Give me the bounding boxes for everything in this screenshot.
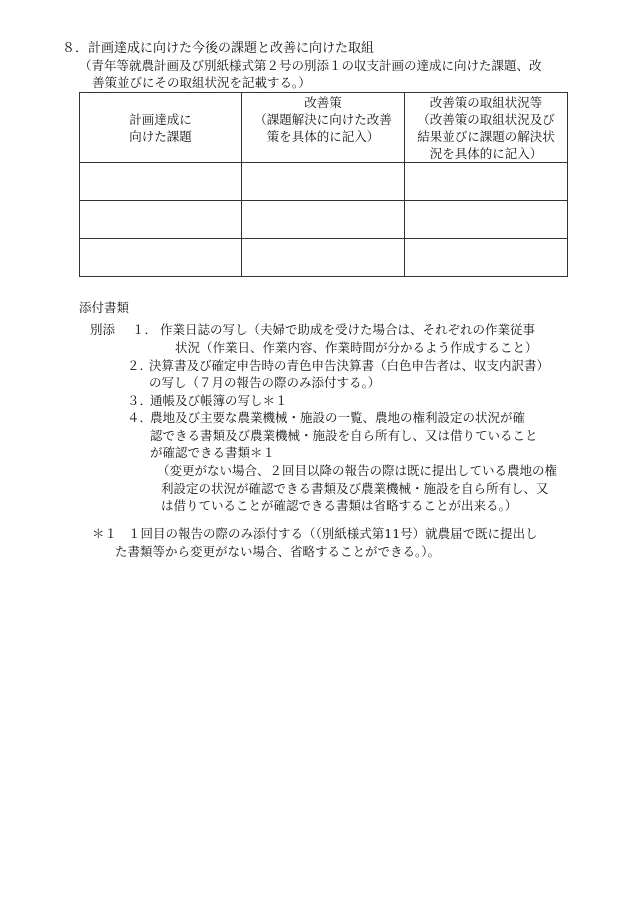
table-cell xyxy=(80,163,242,201)
header-cell-issues xyxy=(80,93,242,163)
header-text-line: 改善策の取組状況等 xyxy=(429,95,543,110)
plan-table xyxy=(79,92,568,277)
attachments-prefix: 別添 xyxy=(90,322,116,337)
header-text-line: 計画達成に xyxy=(129,112,192,127)
table-row xyxy=(80,239,568,277)
section-note-line: （青年等就農計画及び別紙様式第２号の別添１の収支計画の達成に向けた課題、改 xyxy=(79,58,542,73)
table-row xyxy=(80,163,568,201)
attachment-item-number: ２. xyxy=(127,358,144,373)
attachment-item-line: の写し（７月の報告の際のみ添付する。） xyxy=(149,375,381,390)
header-text-line: 況を具体的に記入） xyxy=(429,146,543,161)
attachment-item-line: 認できる書類及び農業機械・施設を自ら所有し、又は借りていること xyxy=(150,428,538,443)
attachment-item-line: 通帳及び帳簿の写し＊１ xyxy=(150,393,288,408)
section-note-line: 善策並びにその取組状況を記載する。） xyxy=(92,75,311,90)
attachment-item-line: 作業日誌の写し（夫婦で助成を受けた場合は、それぞれの作業従事 xyxy=(160,322,536,337)
table-cell xyxy=(405,239,568,277)
header-text-line: （課題解決に向けた改善 xyxy=(254,112,392,127)
table-cell xyxy=(242,201,405,239)
header-text-line: 策を具体的に記入） xyxy=(266,129,380,144)
table-cell xyxy=(242,239,405,277)
attachment-item-number: ３． xyxy=(127,393,153,408)
header-text-line: 向けた課題 xyxy=(129,129,192,144)
attachment-item-line: 利設定の状況が確認できる書類及び農業機械・施設を自ら所有し、又 xyxy=(161,481,549,496)
attachment-item-line: 農地及び主要な農業機械・施設の一覧、農地の権利設定の状況が確 xyxy=(150,410,526,425)
footnote-line: １回目の報告の際のみ添付する（（別紙様式第11号）就農届で既に提出し xyxy=(128,526,538,541)
table-header-row xyxy=(80,93,568,163)
section-heading: ８．計画達成に向けた今後の課題と改善に向けた取組 xyxy=(62,41,375,56)
table-row xyxy=(80,201,568,239)
attachment-item-line: 状況（作業日、作業内容、作業時間が分かるよう作成すること） xyxy=(175,340,538,355)
table-cell xyxy=(405,201,568,239)
table-cell xyxy=(80,201,242,239)
attachment-item-number: １． xyxy=(132,322,158,337)
attachment-item-line: 決算書及び確定申告時の青色申告決算書（白色申告者は、収支内訳書） xyxy=(149,358,550,373)
header-text-line: 結果並びに課題の解決状 xyxy=(417,129,555,144)
footnote-line: た書類等から変更がない場合、省略することができる。）。 xyxy=(115,544,441,559)
attachment-item-line: は借りていることが確認できる書類は省略することが出来る。） xyxy=(161,498,518,513)
header-text-line: （改善策の取組状況及び xyxy=(417,112,555,127)
attachment-item-line: （変更がない場合、２回目以降の報告の際は既に提出している農地の権 xyxy=(157,463,558,478)
table-cell xyxy=(242,163,405,201)
attachments-heading: 添付書類 xyxy=(79,300,130,315)
table-cell xyxy=(80,239,242,277)
attachment-item-line: が確認できる書類＊１ xyxy=(150,445,276,460)
header-cell-improvements xyxy=(242,93,405,163)
attachment-item-number: ４． xyxy=(127,410,153,425)
header-text-line: 改善策 xyxy=(304,95,342,110)
footnote-mark: ＊１ xyxy=(92,526,118,541)
header-cell-progress xyxy=(405,93,568,163)
table-cell xyxy=(405,163,568,201)
